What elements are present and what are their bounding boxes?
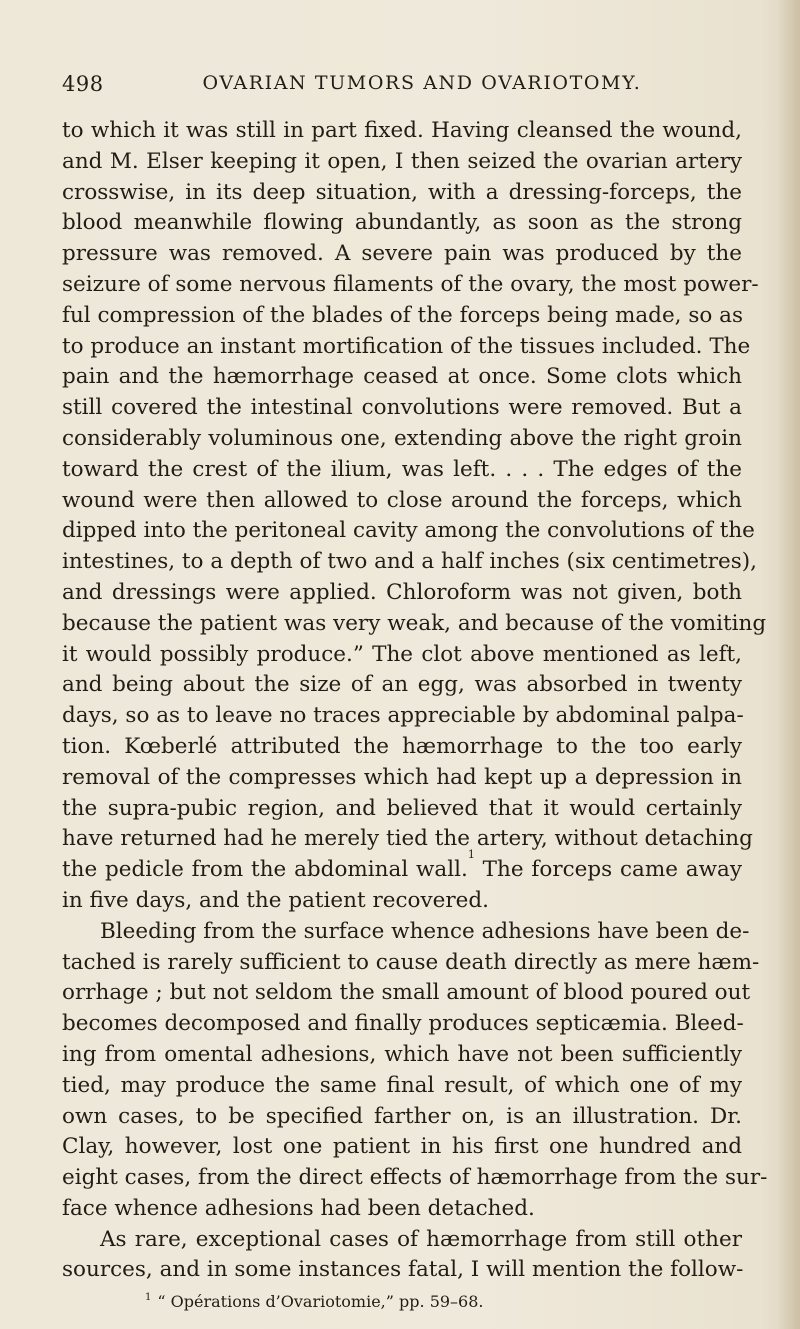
footnote-marker: 1 (145, 1292, 152, 1303)
text-line: sources, and in some instances fatal, I will mention the follow- (62, 1257, 744, 1283)
text-line: wound were then allowed to close around the forceps, which (62, 487, 742, 513)
text-line: tion. Kœberlé attributed the hæmorrhage to the too early (62, 733, 742, 759)
paragraph-start-line: As rare, exceptional cases of hæmorrhage from still other (100, 1226, 742, 1252)
text-fragment: The forceps came away (474, 857, 742, 883)
text-line: still covered the intestinal convolutions were removed. But a (62, 395, 742, 421)
body-text (62, 116, 768, 1286)
text-line: intestines, to a depth of two and a half inches (six centimetres), (62, 549, 757, 575)
footnote-reference: 1 (467, 848, 475, 862)
text-line: to which it was still in part fixed. Having cleansed the wound, (62, 118, 742, 143)
text-line: face whence adhesions had been detached. (62, 1195, 535, 1221)
page-number: 498 (62, 72, 104, 96)
text-line: seizure of some nervous filaments of the ovary, the most power- (62, 271, 759, 297)
text-line-with-footnote-ref (62, 848, 742, 886)
text-line: considerably voluminous one, extending above the right groin (62, 425, 742, 451)
text-line: own cases, to be specified farther on, is an illustration. Dr. (62, 1103, 742, 1129)
footnote-text: “ Opérations d’Ovariotomie,” pp. 59–68. (157, 1292, 484, 1311)
page-edge-shadow (778, 0, 800, 1329)
running-head: OVARIAN TUMORS AND OVARIOTOMY. (202, 72, 642, 94)
page-header (62, 72, 742, 102)
text-line: have returned had he merely tied the artery, without detaching (62, 826, 753, 852)
text-line: in five days, and the patient recovered. (62, 887, 489, 913)
text-fragment: the pedicle from the abdominal wall. (62, 857, 468, 883)
text-line: pressure was removed. A severe pain was produced by the (62, 241, 742, 267)
text-line: the supra-pubic region, and believed that it would certainly (62, 795, 742, 821)
text-line: pain and the hæmorrhage ceased at once. Some clots which (62, 364, 742, 390)
text-line: blood meanwhile flowing abundantly, as soon as the strong (62, 210, 742, 236)
text-line: toward the crest of the ilium, was left. . . . The edges of the (62, 456, 742, 482)
text-line: becomes decomposed and finally produces septicæmia. Bleed- (62, 1011, 744, 1037)
text-line: to produce an instant mortification of the tissues included. The (62, 333, 751, 359)
text-line: tached is rarely sufficient to cause death directly as mere hæm- (62, 949, 760, 975)
text-line: eight cases, from the direct effects of hæmorrhage from the sur- (62, 1165, 768, 1191)
footnote (145, 1292, 705, 1311)
text-line: removal of the compresses which had kept up a depression in (62, 764, 742, 790)
text-line: because the patient was very weak, and because of the vomiting (62, 610, 767, 636)
text-line: days, so as to leave no traces appreciable by abdominal palpa- (62, 703, 744, 729)
text-line: orrhage ; but not seldom the small amount of blood poured out (62, 980, 751, 1006)
text-line: ing from omental adhesions, which have not been sufficiently (62, 1041, 742, 1067)
text-line: tied, may produce the same final result, of which one of my (62, 1072, 742, 1098)
text-line: Clay, however, lost one patient in his first one hundred and (62, 1134, 742, 1160)
text-line: ful compression of the blades of the forceps being made, so as (62, 302, 743, 328)
text-line: and M. Elser keeping it open, I then seized the ovarian artery (62, 148, 742, 174)
text-line: and dressings were applied. Chloroform was not given, both (62, 579, 742, 605)
text-line: it would possibly produce.” The clot above mentioned as left, (62, 641, 742, 667)
text-line: dipped into the peritoneal cavity among the convolutions of the (62, 518, 755, 544)
text-line: crosswise, in its deep situation, with a dressing-forceps, the (62, 179, 742, 205)
text-line: and being about the size of an egg, was absorbed in twenty (62, 672, 742, 698)
paragraph-start-line: Bleeding from the surface whence adhesions have been de- (100, 918, 750, 944)
